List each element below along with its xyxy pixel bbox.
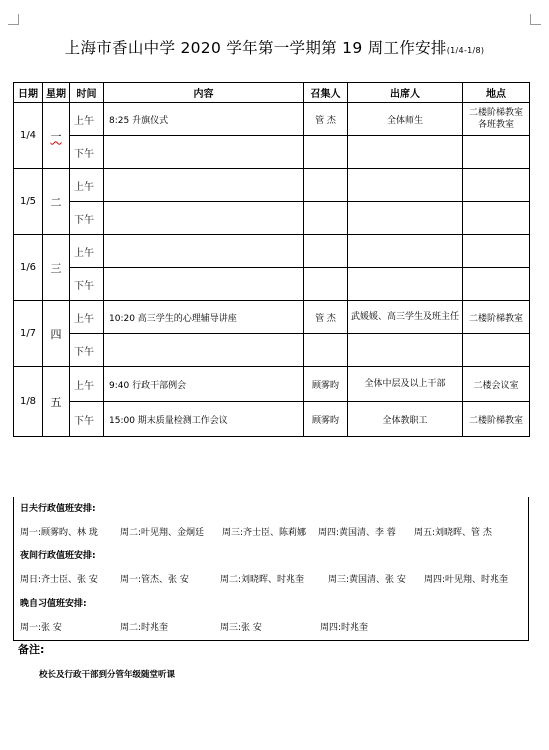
table-row xyxy=(14,268,530,301)
cell-weekday xyxy=(43,235,70,301)
cell-location xyxy=(463,136,530,169)
cell-date: 1/5 xyxy=(14,169,43,235)
cell-time: 下午 xyxy=(70,334,104,367)
cell-convener: 管 杰 xyxy=(304,103,348,136)
table-row xyxy=(14,367,530,402)
cell-date: 1/6 xyxy=(14,235,43,301)
header-location: 地点 xyxy=(463,83,530,103)
duty-item: 周一:张 安 xyxy=(20,623,62,633)
page-title xyxy=(0,36,549,58)
cell-time: 下午 xyxy=(70,202,104,235)
table-row xyxy=(14,402,530,437)
cell-weekday xyxy=(43,367,70,437)
cell-attendees xyxy=(348,169,463,202)
cell-attendees xyxy=(348,202,463,235)
remark-note: 校长及行政干部到分管年级随堂听课 xyxy=(39,670,176,680)
cell-content: 8:25 升旗仪式 xyxy=(104,103,304,136)
cell-convener xyxy=(304,169,348,202)
table-row xyxy=(14,235,530,268)
night-duty-line xyxy=(20,572,524,585)
cell-content: 9:40 行政干部例会 xyxy=(104,367,304,402)
cell-convener xyxy=(304,136,348,169)
cell-attendees: 武媛媛、高三学生及班主任 xyxy=(348,301,463,334)
cell-content: 10:20 高三学生的心理辅导讲座 xyxy=(104,301,304,334)
header-weekday: 星期 xyxy=(43,83,70,103)
cell-location xyxy=(463,334,530,367)
duty-item: 周一:管杰、张 安 xyxy=(120,575,189,585)
cell-content xyxy=(104,202,304,235)
header-content: 内容 xyxy=(104,83,304,103)
cell-attendees: 全体师生 xyxy=(348,103,463,136)
cell-attendees xyxy=(348,334,463,367)
weekday-label: 一 xyxy=(50,129,62,143)
table-row xyxy=(14,169,530,202)
duty-item: 周四:黄国清、李 蓉 xyxy=(318,528,396,538)
cell-location: 二楼阶梯教室 各班教室 xyxy=(463,103,530,136)
duty-item: 周五:刘晓晖、管 杰 xyxy=(414,528,492,538)
duty-item: 周三:齐士臣、陈莉娜 xyxy=(222,528,307,538)
duty-item: 周三:黄国清、张 安 xyxy=(328,575,406,585)
cell-location: 二楼会议室 xyxy=(463,367,530,402)
cell-date: 1/4 xyxy=(14,103,43,169)
duty-item: 周四:叶见翔、时兆奎 xyxy=(424,575,509,585)
table-row xyxy=(14,103,530,136)
table-header-row xyxy=(14,83,530,103)
table-row xyxy=(14,202,530,235)
duty-item: 周二:时兆奎 xyxy=(120,623,169,633)
day-duty-title: 日夫行政值班安排: xyxy=(20,504,96,514)
cell-attendees xyxy=(348,136,463,169)
cell-time: 上午 xyxy=(70,301,104,334)
cell-attendees xyxy=(348,268,463,301)
cell-content xyxy=(104,334,304,367)
night-duty-title: 夜间行政值班安排: xyxy=(20,551,96,561)
cell-time: 下午 xyxy=(70,268,104,301)
header-time: 时间 xyxy=(70,83,104,103)
header-attendees: 出席人 xyxy=(348,83,463,103)
schedule-table xyxy=(13,82,530,437)
cell-attendees xyxy=(348,235,463,268)
table-row xyxy=(14,301,530,334)
cell-attendees: 全体中层及以上干部 xyxy=(348,367,463,402)
cell-content: 15:00 期末质量检测工作会议 xyxy=(104,402,304,437)
cell-time: 上午 xyxy=(70,235,104,268)
cell-convener xyxy=(304,235,348,268)
duty-item: 周日:齐士臣、张 安 xyxy=(20,575,98,585)
cell-convener: 顾雾昀 xyxy=(304,402,348,437)
cell-weekday xyxy=(43,169,70,235)
cell-location xyxy=(463,235,530,268)
cell-attendees: 全体教职工 xyxy=(348,402,463,437)
cell-convener xyxy=(304,202,348,235)
title-main: 上海市香山中学 2020 学年第一学期第 19 周工作安排 xyxy=(64,39,447,57)
corner-mark-right xyxy=(530,14,541,25)
study-duty-title: 晚自习值班安排: xyxy=(20,599,87,609)
duty-section xyxy=(13,497,529,641)
weekday-label: 五 xyxy=(50,395,62,409)
cell-content xyxy=(104,136,304,169)
cell-location xyxy=(463,268,530,301)
study-duty-line xyxy=(20,620,524,633)
cell-time: 下午 xyxy=(70,136,104,169)
weekday-label: 三 xyxy=(50,261,62,275)
corner-mark-left xyxy=(8,14,19,25)
cell-location: 二楼阶梯教室 xyxy=(463,301,530,334)
cell-date: 1/7 xyxy=(14,301,43,367)
cell-time: 上午 xyxy=(70,169,104,202)
cell-content xyxy=(104,169,304,202)
cell-weekday xyxy=(43,103,70,169)
cell-time: 上午 xyxy=(70,103,104,136)
title-sub: (1/4-1/8) xyxy=(446,46,485,55)
cell-location xyxy=(463,169,530,202)
remark-label: 备注: xyxy=(18,643,45,656)
cell-convener: 顾雾昀 xyxy=(304,367,348,402)
header-convener: 召集人 xyxy=(304,83,348,103)
weekday-label: 二 xyxy=(50,195,62,209)
cell-convener xyxy=(304,268,348,301)
day-duty-line xyxy=(20,525,524,538)
cell-convener xyxy=(304,334,348,367)
cell-content xyxy=(104,268,304,301)
table-row xyxy=(14,136,530,169)
cell-convener: 管 杰 xyxy=(304,301,348,334)
cell-location: 二楼阶梯教室 xyxy=(463,402,530,437)
table-row xyxy=(14,334,530,367)
duty-item: 周一:顾雾昀、林 珑 xyxy=(20,528,98,538)
cell-content xyxy=(104,235,304,268)
duty-item: 周二:刘晓晖、时兆奎 xyxy=(220,575,305,585)
weekday-label: 四 xyxy=(50,327,62,341)
duty-item: 周四:时兆奎 xyxy=(320,623,369,633)
cell-date: 1/8 xyxy=(14,367,43,437)
cell-time: 上午 xyxy=(70,367,104,402)
cell-location xyxy=(463,202,530,235)
cell-time: 下午 xyxy=(70,402,104,437)
duty-item: 周三:张 安 xyxy=(220,623,262,633)
cell-weekday xyxy=(43,301,70,367)
duty-item: 周二:叶见翔、金炯廷 xyxy=(120,528,205,538)
header-date: 日期 xyxy=(14,83,43,103)
